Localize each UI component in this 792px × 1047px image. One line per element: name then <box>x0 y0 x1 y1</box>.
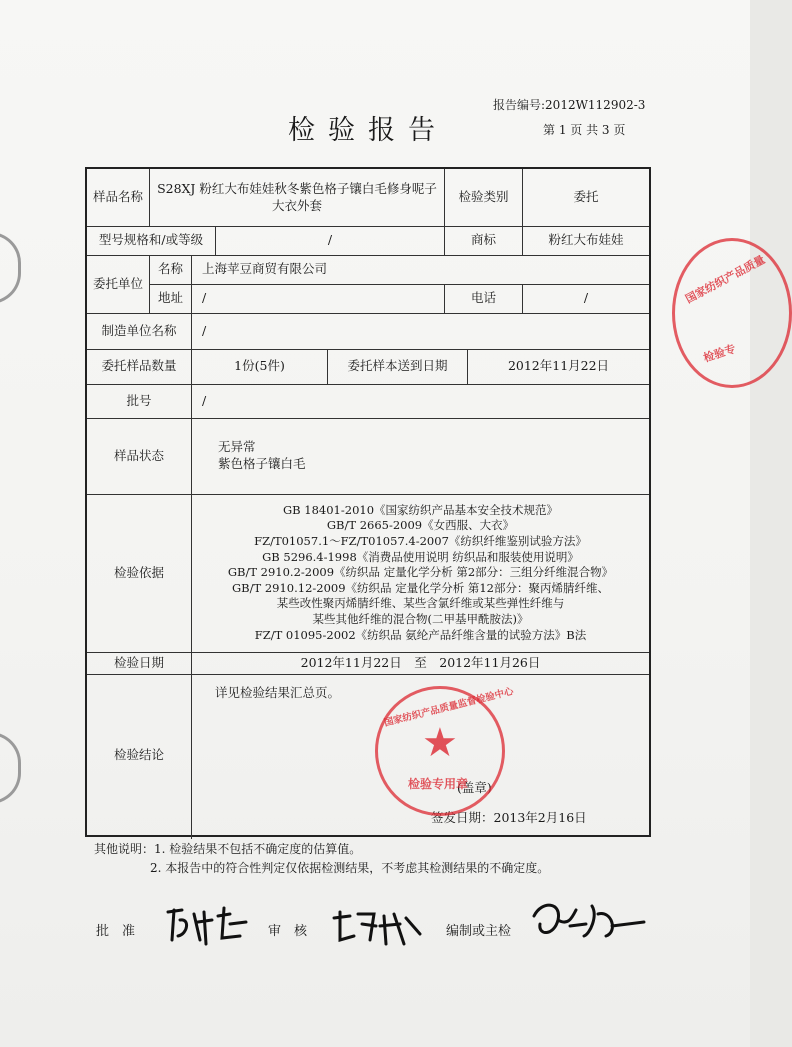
compile-signature <box>528 896 648 952</box>
report-table <box>85 167 651 837</box>
sample-name-label: 样品名称 <box>92 189 143 205</box>
sample-qty-label: 委托样品数量 <box>101 358 177 374</box>
basis-line: FZ/T 01095-2002《纺织品 氨纶产品纤维含量的试验方法》B法 <box>254 627 587 642</box>
phone-value: / <box>583 290 589 306</box>
client-name-label: 名称 <box>157 261 183 277</box>
side-stamp-bottom-text: 检验专 <box>701 342 738 365</box>
basis-line: GB/T 2910.12-2009《纺织品 定量化学分析 第12部分：聚丙烯腈纤维、 <box>232 580 609 595</box>
basis-line: GB/T 2665-2009《女西服、大衣》 <box>326 518 515 533</box>
inspection-stamp <box>375 686 515 816</box>
manufacturer-value: / <box>202 322 207 338</box>
sample-qty-value: 1份(5件) <box>234 358 285 374</box>
client-address-value: / <box>202 290 207 306</box>
inspection-date-value: 2012年11月22日 至 2012年11月26日 <box>300 654 541 670</box>
model-label: 型号规格和/或等级 <box>98 232 204 248</box>
seal-note: (盖章) <box>457 779 492 795</box>
client-name-value: 上海苹豆商贸有限公司 <box>202 261 328 277</box>
client-label: 委托单位 <box>92 275 143 291</box>
inspection-type-label: 检验类别 <box>458 189 509 205</box>
basis-line: GB 18401-2010《国家纺织产品基本安全技术规范》 <box>282 502 559 517</box>
sample-name-value: S28XJ 粉红大布娃娃秋冬紫色格子镶白毛修身呢子大衣外套 <box>157 180 437 213</box>
inspection-type-value: 委托 <box>573 189 599 205</box>
phone-label: 电话 <box>470 290 496 306</box>
sample-state-line: 无异常 <box>218 439 256 455</box>
compile-label: 编制或主检 <box>446 924 512 939</box>
basis-list <box>192 494 649 652</box>
basis-line: GB 5296.4-1998《消费品使用说明 纺织品和服装使用说明》 <box>262 549 579 564</box>
inspection-date-label: 检验日期 <box>113 654 164 670</box>
stamp-top-text: 国家纺织产品质量监督检验中心 <box>383 686 515 729</box>
notes <box>94 840 549 878</box>
brand-label: 商标 <box>470 232 496 248</box>
issue-date: 签发日期：2013年2月16日 <box>431 809 587 825</box>
client-address-label: 地址 <box>157 290 183 306</box>
basis-label: 检验依据 <box>113 564 164 580</box>
conclusion-value: 详见检验结果汇总页。 <box>215 684 341 700</box>
review-label: 审 核 <box>268 924 308 939</box>
brand-value: 粉红大布娃娃 <box>548 232 624 248</box>
delivery-date-value: 2012年11月22日 <box>507 358 610 374</box>
star-icon: ★ <box>422 720 458 766</box>
batch-label: 批号 <box>126 392 152 408</box>
batch-value: / <box>202 392 207 408</box>
stamp-bottom-text: 检验专用章 <box>408 777 469 791</box>
sample-state-value <box>192 418 649 494</box>
note-line: 2. 本报告中的符合性判定仅依据检测结果，不考虑其检测结果的不确定度。 <box>150 861 550 875</box>
binder-ring <box>0 732 21 804</box>
basis-line: FZ/T01057.1～FZ/T01057.4-2007《纺织纤维鉴别试验方法》 <box>254 534 587 549</box>
delivery-date-label: 委托样本送到日期 <box>347 358 448 374</box>
side-stamp-top-text: 国家纺织产品质量 <box>683 253 768 306</box>
approve-label: 批 准 <box>96 924 136 939</box>
manufacturer-label: 制造单位名称 <box>101 322 177 338</box>
conclusion-label: 检验结论 <box>113 747 164 763</box>
binder-ring <box>0 232 21 304</box>
sample-state-label: 样品状态 <box>113 447 164 463</box>
page-title: 检验报告 <box>288 115 448 146</box>
basis-line: GB/T 2910.2-2009《纺织品 定量化学分析 第2部分：三组分纤维混合物》 <box>227 565 614 580</box>
approve-signature <box>160 900 260 950</box>
note-line: 其他说明：1. 检验结果不包括不确定度的估算值。 <box>94 842 362 856</box>
side-stamp <box>672 238 792 388</box>
page-info: 第 1 页 共 3 页 <box>543 123 626 137</box>
review-signature <box>330 904 430 954</box>
basis-line: 某些改性聚丙烯腈纤维、某些含氯纤维或某些弹性纤维与 <box>276 596 565 611</box>
model-value: / <box>327 232 333 248</box>
sample-state-line: 紫色格子镶白毛 <box>218 456 306 471</box>
basis-line: 某些其他纤维的混合物(二甲基甲酰胺法)》 <box>312 611 529 626</box>
report-number: 报告编号:2012W112902-3 <box>493 98 646 112</box>
